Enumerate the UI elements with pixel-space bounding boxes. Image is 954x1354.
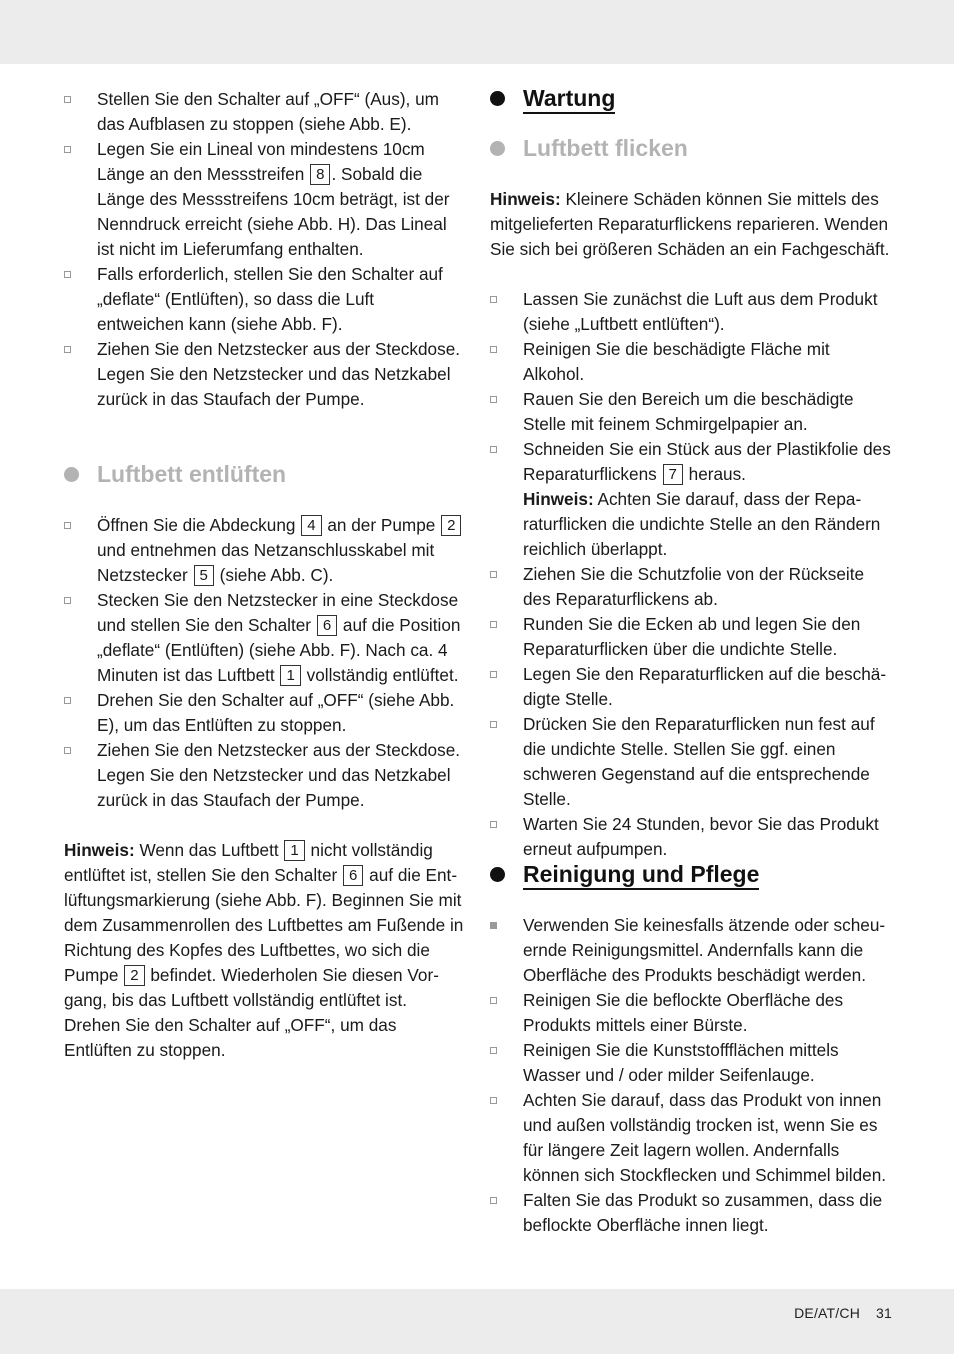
text-run: Reinigen Sie die Kunststoffflächen mittels Wasser und / oder milder Seifenlauge. [523, 1040, 839, 1085]
square-bullet-icon [490, 446, 497, 453]
list-item [64, 337, 464, 412]
section-bullet-icon [490, 867, 505, 882]
part-reference-number: 8 [310, 164, 330, 185]
cleaning-steps-list [490, 913, 892, 1238]
list-item [490, 913, 892, 988]
page-number: 31 [876, 1305, 892, 1321]
list-item [490, 562, 892, 612]
note-label: Hinweis: [64, 840, 135, 860]
section-bullet-icon [490, 141, 505, 156]
part-reference-number: 1 [280, 665, 300, 686]
list-item [490, 612, 892, 662]
list-item [64, 738, 464, 813]
text-run: Reinigen Sie die beflockte Oberfläche des Produkts mittels einer Bürste. [523, 990, 844, 1035]
part-reference-number: 1 [284, 840, 304, 861]
text-run: Legen Sie den Reparaturflicken auf die beschädigte Stelle. [523, 664, 887, 709]
text-run: Drehen Sie den Schalter auf „OFF“ (siehe Abb. E), um das Entlüften zu stoppen. [97, 690, 455, 735]
square-bullet-icon [64, 96, 71, 103]
text-run: Drücken Sie den Reparaturflicken nun fest auf die undichte Stelle. Stellen Sie ggf. einen schweren Gegenstand auf die entsprechende Stelle. [523, 714, 875, 809]
text-run: Verwenden Sie keinesfalls ätzende oder scheuernde Reinigungsmittel. Andernfalls kann die Oberfläche des Produkts beschädigt werden. [523, 915, 886, 985]
list-item [490, 337, 892, 387]
square-bullet-icon [490, 1047, 497, 1054]
part-reference-number: 6 [343, 865, 363, 886]
section-title-deflate: Luftbett entlüften [64, 459, 464, 489]
section-bullet-icon [490, 91, 505, 106]
page-footer [794, 1305, 892, 1321]
list-item [64, 688, 464, 738]
square-bullet-icon [490, 671, 497, 678]
note-label: Hinweis: [490, 189, 561, 209]
text-run: befindet. Wiederholen Sie diesen Vorgang, bis das Luftbett vollständig entlüftet ist. Drehen Sie den Schalter auf „OFF“, um das Entlüften zu stoppen. [64, 965, 439, 1060]
part-reference-number: 4 [301, 515, 321, 536]
list-item [490, 1088, 892, 1188]
square-bullet-icon [490, 346, 497, 353]
text-run: vollständig entlüftet. [301, 665, 459, 685]
text-run: Runden Sie die Ecken ab und legen Sie den Reparaturflicken über die undichte Stelle. [523, 614, 861, 659]
text-run: Falls erforderlich, stellen Sie den Schalter auf „deflate“ (Entlüften), so dass die Luft entweichen kann (siehe Abb. F). [97, 264, 443, 334]
list-item [490, 712, 892, 812]
list-item [490, 1188, 892, 1238]
text-run: . Sobald die Länge des Messstreifens 10cm beträgt, ist der Nenndruck erreicht (siehe Abb. H). Das Lineal ist nicht im Lieferumfang enthalten. [97, 164, 450, 259]
part-reference-number: 6 [317, 615, 337, 636]
note-label: Hinweis: [523, 489, 594, 509]
text-run: Stellen Sie den Schalter auf „OFF“ (Aus), um das Aufblasen zu stoppen (siehe Abb. E). [97, 89, 439, 134]
text-run: Rauen Sie den Bereich um die beschädigte Stelle mit feinem Schmirgelpapier an. [523, 389, 854, 434]
section-title-cleaning: Reinigung und Pflege [490, 859, 892, 889]
square-bullet-icon [490, 1097, 497, 1104]
list-item [64, 262, 464, 337]
square-bullet-icon [490, 997, 497, 1004]
list-item [64, 513, 464, 588]
square-bullet-icon [490, 821, 497, 828]
text-run: Achten Sie darauf, dass der Reparaturflicken die undichte Stelle an den Rändern reichlich überlappt. [523, 489, 881, 559]
text-run: Lassen Sie zunächst die Luft aus dem Produkt (siehe „Luftbett entlüften“). [523, 289, 878, 334]
text-run: Ziehen Sie die Schutzfolie von der Rückseite des Reparaturflickens ab. [523, 564, 865, 609]
part-reference-number: 7 [663, 464, 683, 485]
text-run: Falten Sie das Produkt so zusammen, dass die beflockte Oberfläche innen liegt. [523, 1190, 883, 1235]
square-bullet-icon [64, 747, 71, 754]
list-item [490, 812, 892, 862]
list-item [64, 137, 464, 262]
text-run: an der Pumpe [322, 515, 441, 535]
text-run: Öffnen Sie die Abdeckung [97, 515, 301, 535]
text-run: Stecken Sie den Netzstecker in eine Steckdose und stellen Sie den Schalter [97, 590, 459, 635]
square-bullet-icon [490, 396, 497, 403]
part-reference-number: 2 [124, 965, 144, 986]
text-run: Schneiden Sie ein Stück aus der Plastikfolie des Reparaturflickens [523, 439, 891, 484]
list-item [490, 662, 892, 712]
text-run: Achten Sie darauf, dass das Produkt von innen und außen vollständig trocken ist, wenn Sie es für längere Zeit lagern wollen. Andernfalls können sich Stockflecken und Schimmel bilden. [523, 1090, 887, 1185]
page-header-band [0, 0, 954, 64]
patch-note [490, 187, 892, 262]
page-footer-band [0, 1289, 954, 1354]
text-run: (siehe Abb. C). [214, 565, 334, 585]
text-run: und entnehmen das Netzanschlusskabel mit Netzstecker [97, 540, 435, 585]
intro-steps-list [64, 87, 464, 412]
list-item [490, 988, 892, 1038]
square-bullet-icon [64, 597, 71, 604]
text-run: auf die Entlüftungsmarkierung (siehe Abb. F). Beginnen Sie mit dem Zusammenrollen des Luftbettes am Fußende in Richtung des Kopfes des Luftbettes, wo sich die Pumpe [64, 865, 464, 985]
deflate-steps-list [64, 513, 464, 813]
deflate-note [64, 838, 464, 1063]
square-bullet-icon [490, 721, 497, 728]
square-bullet-icon [64, 271, 71, 278]
text-run: Ziehen Sie den Netzstecker aus der Steckdose. Legen Sie den Netzstecker und das Netzkabel zurück in das Staufach der Pumpe. [97, 339, 461, 409]
square-bullet-icon [490, 571, 497, 578]
patch-steps-list [490, 287, 892, 862]
list-item [490, 387, 892, 437]
section-title-maintenance: Wartung [490, 83, 892, 113]
text-run: Kleinere Schäden können Sie mittels des mitgelieferten Reparaturflickens reparieren. Wenden Sie sich bei größeren Schäden an ein Fachgeschäft. [490, 189, 890, 259]
section-title-patch: Luftbett flicken [490, 133, 892, 163]
square-bullet-icon [64, 146, 71, 153]
square-bullet-icon [490, 296, 497, 303]
section-bullet-icon [64, 467, 79, 482]
square-bullet-icon [490, 1197, 497, 1204]
part-reference-number: 2 [441, 515, 461, 536]
list-item [490, 437, 892, 562]
list-item [64, 588, 464, 688]
list-item [490, 1038, 892, 1088]
square-bullet-icon [490, 922, 497, 929]
text-run: Wenn das Luftbett [134, 840, 284, 860]
text-run: Legen Sie ein Lineal von mindestens 10cm Länge an den Messstreifen [97, 139, 425, 184]
text-run: Ziehen Sie den Netzstecker aus der Steckdose. Legen Sie den Netzstecker und das Netzkabel zurück in das Staufach der Pumpe. [97, 740, 461, 810]
square-bullet-icon [64, 697, 71, 704]
part-reference-number: 5 [194, 565, 214, 586]
footer-region: DE/AT/CH [794, 1305, 861, 1321]
square-bullet-icon [64, 346, 71, 353]
square-bullet-icon [490, 621, 497, 628]
list-item [490, 287, 892, 337]
text-run: auf die Position „deflate“ (Entlüften) (siehe Abb. F). Nach ca. 4 Minuten ist das Luftbett [97, 615, 461, 685]
text-run: nicht vollständig entlüftet ist, stellen Sie den Schalter [64, 840, 433, 885]
text-run: Reinigen Sie die beschädigte Fläche mit Alkohol. [523, 339, 830, 384]
text-run: heraus. [683, 464, 746, 484]
square-bullet-icon [64, 522, 71, 529]
text-run: Warten Sie 24 Stunden, bevor Sie das Produkt erneut aufpumpen. [523, 814, 879, 859]
list-item [64, 87, 464, 137]
